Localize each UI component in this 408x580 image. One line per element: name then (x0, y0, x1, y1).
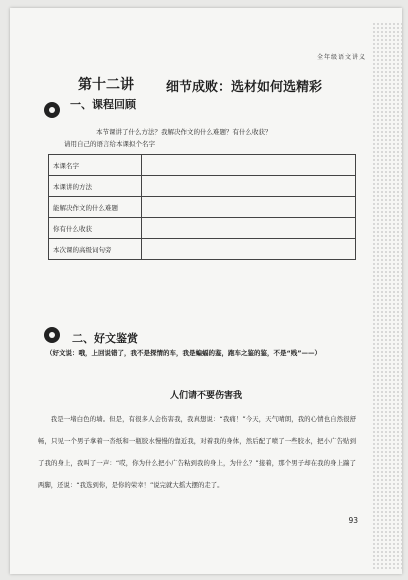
table-row-label: 能解决作文的什么难题 (49, 197, 142, 218)
story-paragraph: 我是一堵白色的墙。但是，有很多人会伤害我，我真想说：“我痛！”今天，天气晴朗，我的心情也自然很舒畅，只见一个男子拿着一沓纸和一瓶胶水慢慢的靠近我，对着我的身体，然后配了喷了一些胶水，把小广告贴到了我的身上，我叫了一声：“哎，你为什么把小广告粘到我的身上，为什么？”接着，那个男子却在我的身上踹了两脚，还说：“我选到你，是你的荣幸！”说完就大摇大摆的走了。 (38, 415, 356, 489)
section-bullet-icon (44, 102, 60, 118)
answer-cell[interactable] (142, 218, 356, 239)
table-row (49, 155, 356, 176)
section-heading-review: 一、课程回顾 (70, 98, 136, 111)
table-row-label: 本课名字 (49, 155, 142, 176)
table-row-label: 本次课的高级词句旁 (49, 239, 142, 260)
table-row (49, 239, 356, 260)
table-row (49, 197, 356, 218)
table-row-label: 你有什么收获 (49, 218, 142, 239)
answer-cell[interactable] (142, 176, 356, 197)
answer-cell[interactable] (142, 197, 356, 218)
page-number: 93 (348, 516, 358, 525)
document-page (10, 8, 402, 574)
table-row (49, 176, 356, 197)
table-row-label: 本课讲的方法 (49, 176, 142, 197)
answer-cell[interactable] (142, 155, 356, 176)
lesson-title: 细节成败：选材如何选精彩 (166, 80, 323, 95)
dot-pattern-margin (372, 22, 402, 570)
section-bullet-icon (44, 327, 60, 343)
name-prompt: 请用自己的语言给本课拟个名字 (64, 140, 155, 148)
table-row (49, 218, 356, 239)
header-note: 全年级语文讲义 (316, 54, 366, 61)
answer-cell[interactable] (142, 239, 356, 260)
review-question: 本节课讲了什么方法？我解决作文的什么难题？有什么收获？ (96, 128, 272, 136)
lesson-number: 第十二讲 (78, 77, 134, 93)
review-table (48, 154, 356, 260)
story-title: 人们请不要伤害我 (169, 391, 242, 401)
section-quip: （好文说：哦，上回说错了，我不是探情的车，我是蝙蝠的鉴，跑车之鉴的鉴，不是“贱”——） (46, 349, 322, 357)
section-heading-appreciation: 二、好文鉴赏 (72, 332, 138, 345)
